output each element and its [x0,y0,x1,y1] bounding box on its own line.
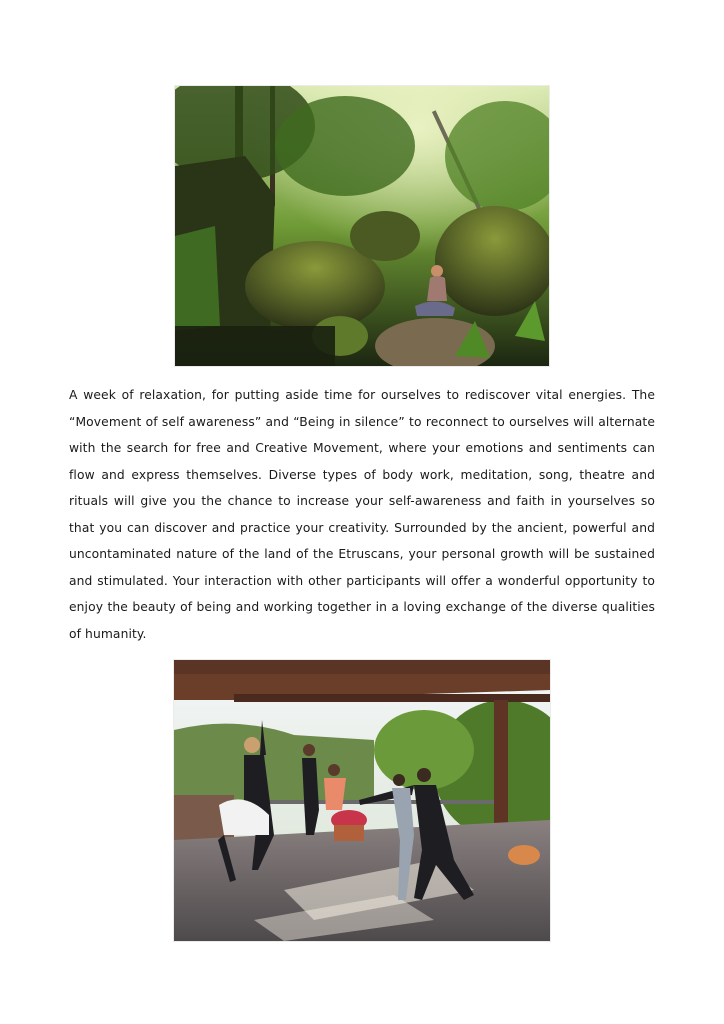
terrace-dance-image [174,660,550,941]
terrace-dance-photo [174,660,550,941]
description-paragraph: A week of relaxation, for putting aside time for ourselves to rediscover vital energies. The “Movement of self awareness” and “Being in silence” to reconnect to ourselves will alternate with the search for free and Creative Movement, where your emotions and sentiments can flow and express themselves. Diverse types of body work, meditation, song, theatre and rituals will give you the chance to increase your self-awareness and faith in yourselves so that you can discover and practice your creativity. Surrounded by the ancient, powerful and uncontaminated nature of the land of the Etruscans, your personal growth will be sustained and stimulated. Your interaction with other participants will offer a wonderful opportunity to enjoy the beauty of being and working together in a loving exchange of the diverse qualities of humanity. [69,388,655,641]
forest-meditation-image [175,86,549,366]
forest-meditation-photo [175,86,549,366]
